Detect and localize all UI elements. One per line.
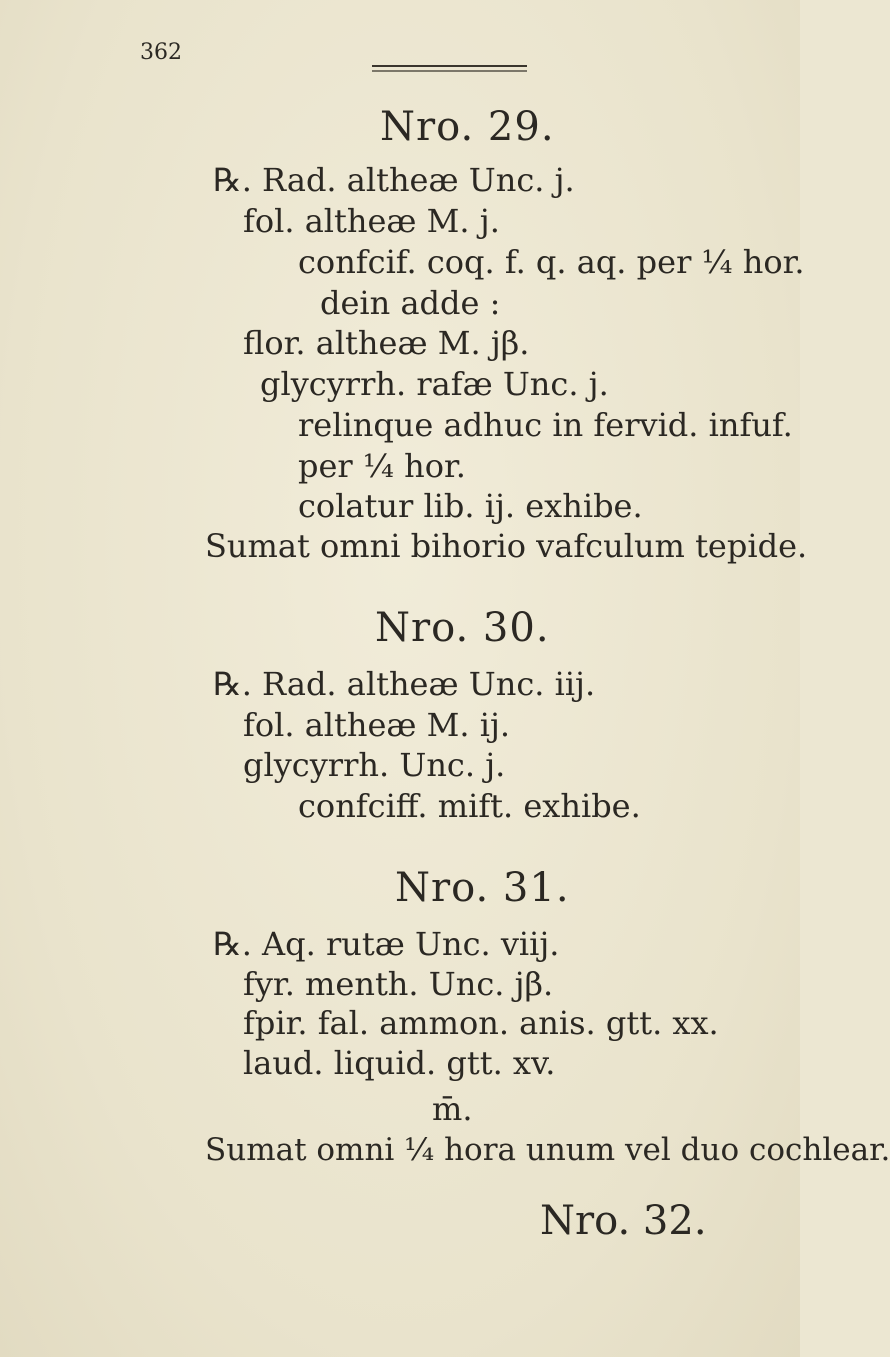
recipe-line: dein adde : [320,284,501,322]
recipe-line: fol. altheæ M. j. [243,202,500,240]
recipe-line: flor. altheæ M. jβ. [243,324,530,362]
recipe-instruction: Sumat omni ¼ hora unum vel duo cochlear. [205,1132,890,1168]
section-heading: Nro. 30. [375,605,550,651]
recipe-mix-sign: m̄. [432,1090,473,1128]
recipe-line: colatur lib. ij. exhibe. [298,487,643,525]
recipe-instruction: Sumat omni bihorio vafculum tepide. [205,527,808,565]
recipe-line: relinque adhuc in fervid. infuf. [298,406,793,444]
recipe-line: fyr. menth. Unc. jβ. [243,965,554,1003]
section-heading: Nro. 31. [395,865,570,911]
recipe-line: confciff. mift. exhibe. [298,787,641,825]
recipe-line: ℞. Rad. altheæ Unc. j. [213,161,575,199]
section-heading: Nro. 29. [380,104,555,150]
recipe-line: fol. altheæ M. ij. [243,706,511,744]
header-ornament-rule [372,62,527,74]
recipe-line: glycyrrh. rafæ Unc. j. [260,365,609,403]
catchword: Nro. 32. [540,1198,707,1244]
recipe-line: laud. liquid. gtt. xv. [243,1044,556,1082]
recipe-line: ℞. Aq. rutæ Unc. viij. [213,925,560,963]
recipe-line: per ¼ hor. [298,447,466,485]
recipe-line: confcif. coq. f. q. aq. per ¼ hor. [298,243,805,281]
recipe-line: glycyrrh. Unc. j. [243,746,506,784]
recipe-line: fpir. fal. ammon. anis. gtt. xx. [243,1004,719,1042]
recipe-line: ℞. Rad. altheæ Unc. iij. [213,665,596,703]
page-number: 362 [140,40,182,65]
